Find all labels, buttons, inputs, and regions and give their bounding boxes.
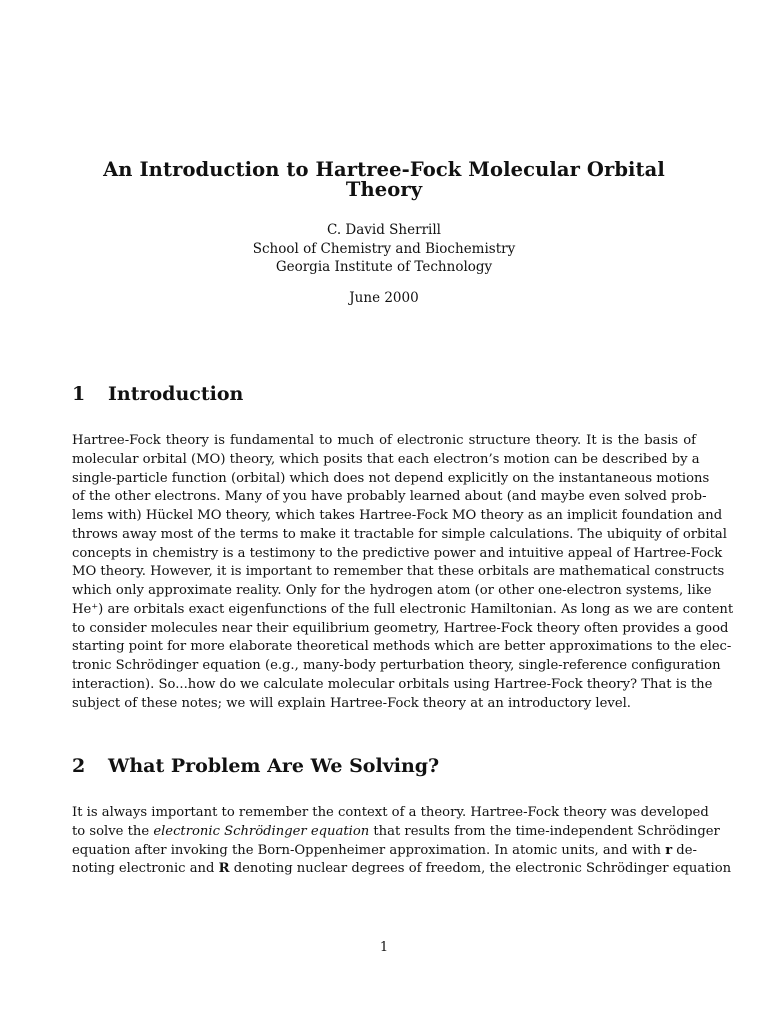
author-name: C. David Sherrill bbox=[327, 222, 441, 238]
text-line: interaction). So...how do we calculate molecular orbitals using Hartree-Fock theory? That is the bbox=[72, 676, 713, 692]
author-affiliation-1: School of Chemistry and Biochemistry bbox=[252, 240, 516, 257]
text-line: lems with) Hückel MO theory, which takes Hartree-Fock MO theory as an implicit foundation and bbox=[72, 508, 723, 523]
title-line-1: An Introduction to Hartree-Fock Molecular Orbital bbox=[103, 158, 665, 181]
title-line-2: Theory bbox=[345, 178, 423, 201]
author-affiliation-2: Georgia Institute of Technology bbox=[275, 259, 493, 275]
math-symbol-r: r bbox=[665, 842, 673, 858]
text-line: which only approximate reality. Only for the hydrogen atom (or other one-electron systems, like bbox=[72, 583, 712, 598]
text-line: concepts in chemistry is a testimony to the predictive power and intuitive appeal of Hartree-Fock bbox=[72, 545, 723, 561]
text-line: tronic Schrödinger equation (e.g., many-body perturbation theory, single-reference configuration bbox=[72, 658, 721, 673]
text-fragment: denoting nuclear degrees of freedom, the electronic Schrödinger equation bbox=[229, 861, 732, 877]
publication-date: June 2000 bbox=[349, 290, 419, 306]
text-line: single-particle function (orbital) which does not depend explicitly on the instantaneous motions bbox=[72, 470, 710, 486]
section-number: 2 bbox=[72, 755, 86, 777]
section-title: Introduction bbox=[108, 383, 244, 405]
text-line: MO theory. However, it is important to remember that these orbitals are mathematical constructs bbox=[72, 564, 725, 580]
text-line: of the other electrons. Many of you have probably learned about (and maybe even solved prob- bbox=[72, 489, 707, 505]
text-fragment: equation after invoking the Born-Oppenheimer approximation. In atomic units, and with bbox=[72, 842, 661, 858]
section-heading-introduction bbox=[72, 382, 696, 406]
text-line: subject of these notes; we will explain Hartree-Fock theory at an introductory level. bbox=[72, 695, 631, 711]
text-fragment: that results from the time-independent Schrödinger bbox=[369, 823, 720, 839]
text-line bbox=[72, 860, 732, 879]
section-title: What Problem Are We Solving? bbox=[108, 755, 440, 777]
page-number: 1 bbox=[379, 940, 389, 955]
text-line bbox=[72, 823, 720, 842]
introduction-paragraph bbox=[72, 432, 734, 713]
paper-title bbox=[90, 160, 678, 200]
emphasized-term: electronic Schrödinger equation bbox=[153, 823, 370, 839]
text-fragment: to solve the bbox=[72, 823, 154, 839]
text-fragment: de- bbox=[672, 842, 697, 858]
text-line bbox=[72, 842, 696, 861]
text-line: molecular orbital (MO) theory, which posits that each electron’s motion can be described by a bbox=[72, 451, 700, 467]
section-number: 1 bbox=[72, 383, 86, 405]
text-line: throws away most of the terms to make it tractable for simple calculations. The ubiquity of orbital bbox=[72, 526, 727, 542]
text-line: to consider molecules near their equilibrium geometry, Hartree-Fock theory often provides a good bbox=[72, 620, 729, 636]
text-line: starting point for more elaborate theoretical methods which are better approximations to the elec- bbox=[72, 639, 732, 655]
text-fragment: noting electronic and bbox=[72, 861, 219, 877]
author-block bbox=[0, 221, 768, 277]
problem-paragraph bbox=[72, 804, 732, 879]
section-heading-problem bbox=[72, 754, 696, 778]
text-line: Hartree-Fock theory is fundamental to much of electronic structure theory. It is the basis of bbox=[72, 433, 696, 448]
text-line: He⁺) are orbitals exact eigenfunctions of the full electronic Hamiltonian. As long as we are content bbox=[72, 601, 734, 617]
math-symbol-R: R bbox=[218, 861, 230, 877]
text-line: It is always important to remember the context of a theory. Hartree-Fock theory was developed bbox=[72, 805, 709, 820]
